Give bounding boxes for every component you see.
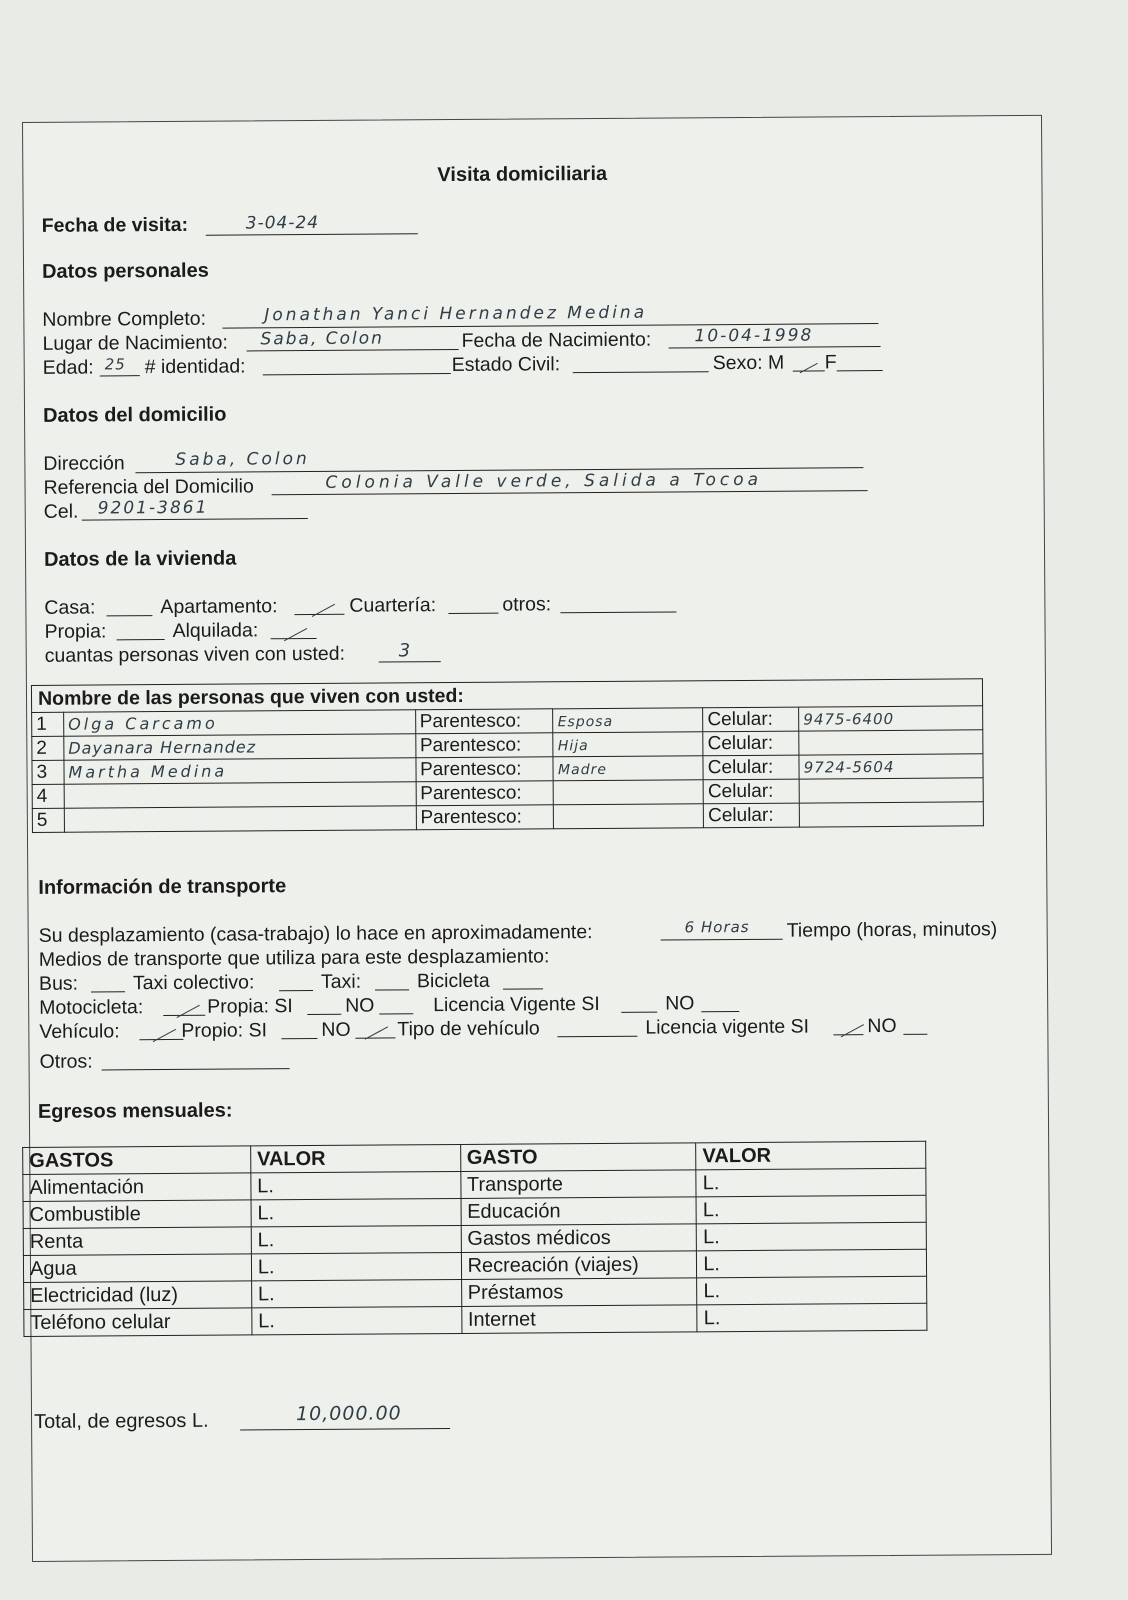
row-number: 1	[32, 712, 64, 736]
moto-licencia-label: Licencia Vigente SI	[433, 992, 600, 1017]
moto-licencia-no-label: NO	[665, 992, 695, 1015]
sexo-label: Sexo: M	[712, 351, 785, 375]
celular-label: Celular:	[703, 755, 799, 780]
celular-label: Celular:	[703, 707, 799, 732]
vehiculo-licencia-label: Licencia vigente SI	[645, 1015, 810, 1039]
moto-no-line	[379, 1013, 413, 1014]
total-egresos-line	[240, 1428, 450, 1430]
desplazamiento-label: Su desplazamiento (casa-trabajo) lo hace en aproximadamente:	[38, 921, 593, 947]
vehiculo-no-line	[355, 1037, 395, 1038]
gasto-value: L.	[251, 1252, 461, 1280]
lugar-label: Lugar de Nacimiento:	[42, 331, 228, 355]
fecha-visita-line	[206, 233, 418, 235]
casa-label: Casa:	[44, 596, 96, 619]
table-row	[24, 1303, 927, 1336]
gasto-name: Agua	[23, 1254, 251, 1283]
taxi-colectivo-line	[279, 990, 313, 991]
direccion-value: Saba, Colon	[175, 448, 310, 470]
parentesco-label: Parentesco:	[415, 733, 553, 758]
motocicleta-label: Motocicleta:	[39, 996, 144, 1019]
gasto-name: Alimentación	[23, 1173, 251, 1202]
section-vivienda: Datos de la vivienda	[43, 547, 237, 571]
parentesco-label: Parentesco:	[415, 709, 553, 734]
gasto-name: Educación	[461, 1197, 697, 1226]
alquilada-line	[271, 638, 317, 639]
propia-line	[117, 639, 165, 640]
tipo-vehiculo-label: Tipo de vehículo	[397, 1017, 540, 1041]
alquilada-check-mark	[284, 628, 307, 641]
vehiculo-check-mark	[153, 1029, 176, 1042]
gasto-value: L.	[697, 1303, 927, 1332]
celular-value	[799, 778, 983, 803]
section-personales: Datos personales	[41, 259, 209, 283]
cuarteria-line	[448, 613, 498, 614]
gasto-name: Renta	[23, 1227, 251, 1256]
otros-vivienda-line	[560, 611, 676, 613]
apartamento-label: Apartamento:	[160, 595, 278, 619]
bus-label: Bus:	[38, 972, 79, 995]
person-name: Olga Carcamo	[64, 710, 416, 736]
gasto-value: L.	[696, 1168, 926, 1197]
fecha-visita-value: 3-04-24	[245, 212, 320, 234]
cuantas-value: 3	[398, 640, 412, 662]
celular-value: 9475-6400	[799, 706, 983, 731]
gasto-value: L.	[251, 1171, 461, 1199]
identidad-label: # identidad:	[144, 355, 246, 379]
fecha-nac-value: 10-04-1998	[694, 325, 814, 347]
sexo-m-line	[793, 370, 825, 371]
gasto-name: Internet	[461, 1305, 697, 1334]
direccion-label: Dirección	[43, 452, 125, 475]
gasto-name: Recreación (viajes)	[461, 1251, 697, 1280]
page-title: Visita domiciliaria	[437, 162, 608, 187]
fecha-nac-line	[669, 346, 881, 348]
sexo-f-line	[837, 370, 883, 371]
otros-transporte-label: Otros:	[39, 1050, 93, 1073]
vehiculo-propio-si-line	[281, 1038, 317, 1039]
edad-line	[100, 375, 140, 376]
moto-propia-si-line	[307, 1014, 341, 1015]
tipo-vehiculo-line	[557, 1036, 637, 1038]
identidad-line	[263, 373, 451, 375]
vehiculo-licencia-si-line	[833, 1034, 863, 1035]
celular-value	[799, 802, 983, 827]
alquilada-label: Alquilada:	[172, 619, 259, 642]
gasto-name: Transporte	[460, 1170, 696, 1199]
moto-propia-si-label: Propia: SI	[207, 995, 293, 1018]
cel-label: Cel.	[43, 500, 79, 523]
desplazamiento-line	[661, 939, 783, 941]
nombre-label: Nombre Completo:	[42, 307, 207, 331]
total-egresos-label: Total, de egresos L.	[33, 1409, 209, 1433]
gasto-header: GASTO	[460, 1143, 696, 1172]
medios-label: Medios de transporte que utiliza para este desplazamiento:	[38, 945, 550, 971]
referencia-value: Colonia Valle verde, Salida a Tocoa	[325, 469, 763, 493]
celular-label: Celular:	[703, 779, 799, 804]
edad-value: 25	[104, 355, 126, 374]
moto-no-label: NO	[345, 994, 375, 1017]
estado-civil-line	[573, 371, 709, 373]
gasto-value: L.	[251, 1225, 461, 1253]
parentesco-value: Esposa	[553, 708, 703, 733]
personas-header: Nombre de las personas que viven con usted:	[31, 679, 982, 713]
row-number: 4	[32, 784, 64, 808]
parentesco-label: Parentesco:	[415, 757, 553, 782]
row-number: 2	[32, 736, 64, 760]
otros-vivienda-label: otros:	[502, 593, 552, 616]
person-name	[64, 782, 416, 808]
gasto-name: Teléfono celular	[24, 1308, 252, 1337]
taxi-line	[375, 989, 409, 990]
gasto-value: L.	[697, 1249, 927, 1278]
person-name: Dayanara Hernandez	[64, 734, 416, 760]
valor-header: VALOR	[250, 1144, 460, 1172]
parentesco-label: Parentesco:	[416, 805, 554, 830]
gasto-name: Combustible	[23, 1200, 251, 1229]
vehiculo-label: Vehículo:	[39, 1020, 120, 1043]
gasto-name: Préstamos	[461, 1278, 697, 1307]
motocicleta-check-mark	[177, 1005, 200, 1018]
estado-civil-label: Estado Civil:	[451, 353, 561, 377]
bicicleta-line	[503, 988, 543, 989]
gasto-name: Gastos médicos	[461, 1224, 697, 1253]
cuantas-label: cuantas personas viven con usted:	[44, 642, 346, 667]
sexo-m-check-mark	[800, 363, 818, 373]
parentesco-value: Madre	[553, 756, 703, 781]
cuarteria-label: Cuartería:	[349, 594, 437, 617]
lugar-line	[247, 349, 459, 351]
lugar-value: Saba, Colon	[260, 328, 384, 350]
parentesco-value: Hija	[553, 732, 703, 757]
row-number: 3	[32, 760, 64, 784]
edad-label: Edad:	[42, 356, 94, 379]
referencia-label: Referencia del Domicilio	[43, 475, 254, 499]
gasto-value: L.	[696, 1195, 926, 1224]
gastos-header: GASTOS	[23, 1146, 251, 1175]
person-name	[64, 806, 416, 832]
fecha-nac-label: Fecha de Nacimiento:	[461, 328, 652, 352]
parentesco-label: Parentesco:	[416, 781, 554, 806]
fecha-visita-label: Fecha de visita:	[41, 213, 189, 237]
celular-label: Celular:	[703, 731, 799, 756]
person-name: Martha Medina	[64, 758, 416, 784]
moto-licencia-no-line	[701, 1011, 739, 1012]
celular-value	[799, 730, 983, 755]
nombre-value: Jonathan Yanci Hernandez Medina	[264, 302, 648, 326]
sexo-f-label: F	[824, 351, 837, 374]
section-transporte: Información de transporte	[38, 875, 287, 899]
celular-value: 9724-5604	[799, 754, 983, 779]
gasto-value: L.	[697, 1276, 927, 1305]
row-number: 5	[32, 808, 64, 832]
vehiculo-no-label: NO	[321, 1018, 351, 1041]
cel-line	[82, 518, 308, 521]
cel-value: 9201-3861	[97, 497, 209, 519]
vehiculo-line	[139, 1039, 183, 1040]
moto-licencia-si-line	[621, 1012, 657, 1013]
gasto-value: L.	[252, 1306, 462, 1334]
otros-transporte-line	[102, 1068, 290, 1070]
vehiculo-licencia-no-line	[903, 1034, 927, 1035]
form-paper	[22, 115, 1052, 1562]
desplazamiento-value: 6 Horas	[684, 917, 750, 937]
parentesco-value	[554, 780, 704, 805]
personas-table	[31, 678, 984, 833]
tiempo-label: Tiempo (horas, minutos)	[786, 918, 998, 942]
bus-line	[91, 991, 125, 992]
propia-label: Propia:	[44, 620, 107, 643]
taxi-label: Taxi:	[320, 970, 362, 993]
vehiculo-propio-si-label: Propio: SI	[181, 1019, 268, 1042]
total-egresos-value: 10,000.00	[295, 1402, 402, 1426]
vehiculo-licencia-check-mark	[841, 1024, 864, 1037]
egresos-table	[22, 1141, 927, 1337]
casa-line	[106, 615, 152, 616]
vehiculo-licencia-no-label: NO	[867, 1014, 897, 1038]
gasto-value: L.	[251, 1198, 461, 1226]
bicicleta-label: Bicicleta	[416, 969, 490, 993]
celular-label: Celular:	[704, 803, 800, 828]
gasto-name: Electricidad (luz)	[24, 1281, 252, 1310]
parentesco-value	[554, 804, 704, 829]
section-domicilio: Datos del domicilio	[42, 403, 227, 427]
gasto-value: L.	[251, 1279, 461, 1307]
motocicleta-line	[163, 1015, 205, 1016]
valor-header-2: VALOR	[696, 1141, 926, 1170]
taxi-colectivo-label: Taxi colectivo:	[132, 971, 255, 995]
apartamento-check-mark	[312, 604, 335, 617]
gasto-value: L.	[696, 1222, 926, 1251]
section-egresos: Egresos mensuales:	[37, 1099, 233, 1123]
apartamento-line	[294, 614, 344, 615]
